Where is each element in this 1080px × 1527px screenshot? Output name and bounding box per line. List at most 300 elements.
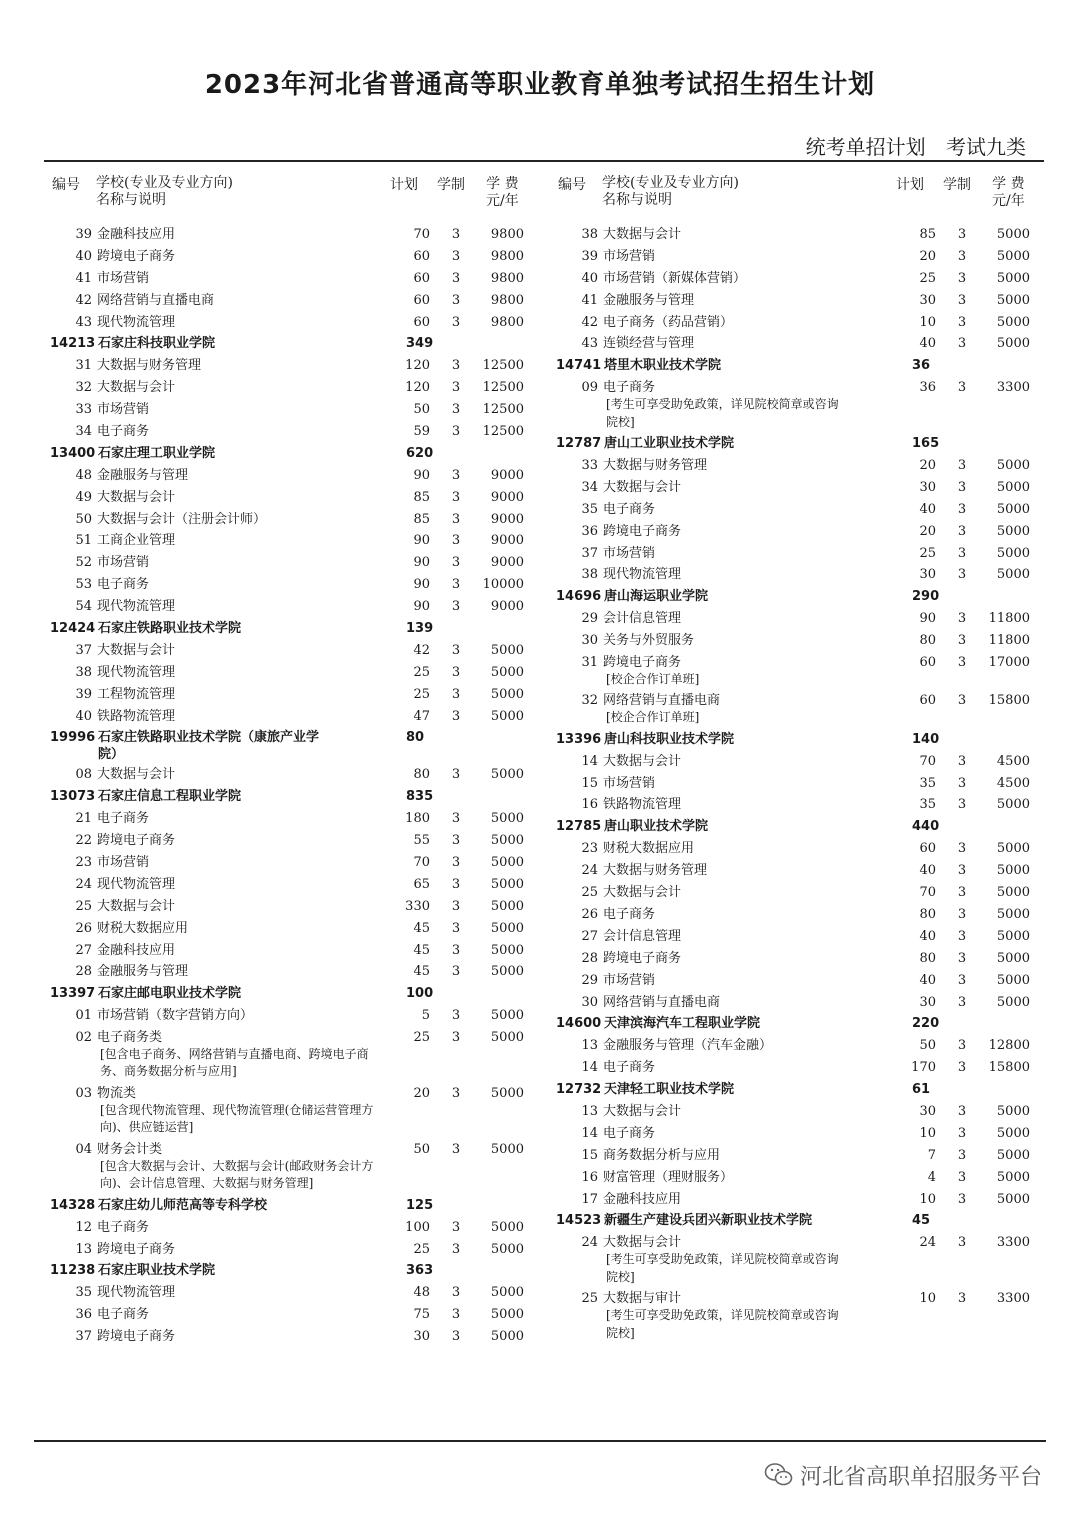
code-cell: 32 [75,380,92,396]
years-cell: 3 [957,655,967,671]
code-cell: 35 [581,501,598,517]
major-row [552,268,1052,290]
header-code: 编号 [558,177,586,193]
code-cell: 27 [75,942,92,958]
plan-cell: 40 [919,972,936,988]
name-cell: 石家庄理工职业学院 [98,445,216,461]
major-row [552,312,1052,334]
code-cell: 02 [75,1030,92,1046]
code-cell: 21 [75,811,92,827]
major-row [552,926,1052,948]
years-cell: 3 [957,753,967,769]
name-cell: 大数据与财务管理 [603,863,708,879]
plan-cell: 35 [919,775,936,791]
fee-cell: 5000 [490,1329,524,1345]
fee-cell: 5000 [996,1191,1030,1207]
plan-cell: 75 [413,1307,430,1323]
code-cell: 13073 [50,789,96,805]
years-cell: 3 [451,1085,461,1101]
fee-cell: 5000 [490,1030,524,1046]
major-row [46,896,546,918]
name-cell: 石家庄幼儿师范高等专科学校 [98,1197,268,1213]
years-cell: 3 [451,811,461,827]
code-cell: 12 [75,1219,92,1235]
code-cell: 22 [75,833,92,849]
code-cell: 51 [75,533,92,549]
name-cell: 电子商务类 [97,1030,163,1046]
name-cell: 唐山海运职业学院 [604,589,709,605]
code-cell: 04 [75,1141,92,1157]
fee-cell: 11800 [988,633,1030,649]
major-row [46,1005,546,1027]
years-cell: 3 [957,1125,967,1141]
plan-cell: 59 [413,424,430,440]
major-row [552,1145,1052,1167]
code-cell: 27 [581,928,598,944]
major-row [552,1035,1052,1057]
header-fee: 学 费 元/年 [992,176,1025,209]
name-cell: 大数据与审计 [603,1291,682,1307]
plan-cell: 50 [413,402,430,418]
plan-cell: 25 [413,1030,430,1046]
footer-logo [764,1460,1042,1494]
years-cell: 3 [957,458,967,474]
plan-cell: 220 [912,1016,940,1032]
name-cell: 跨境电子商务 [603,655,682,671]
major-row [552,608,1052,630]
major-row [552,1123,1052,1145]
code-cell: 24 [581,1235,598,1251]
years-cell: 3 [451,1329,461,1345]
school-row [552,1079,1052,1101]
school-row [46,333,546,355]
note-text: [考生可享受助免政策，详见院校简章或咨询院校] [606,1252,839,1284]
major-row [46,465,546,487]
name-cell: 物流类 [97,1085,137,1101]
code-cell: 49 [75,489,92,505]
plan-cell: 90 [413,599,430,615]
name-cell: 大数据与会计 [603,1235,682,1251]
fee-cell: 9800 [490,292,524,308]
name-cell: 市场营销 [603,972,656,988]
plan-cell: 30 [413,1329,430,1345]
years-cell: 3 [957,885,967,901]
plan-cell: 90 [413,467,430,483]
years-cell: 3 [451,248,461,264]
name-cell: 金融科技应用 [603,1191,682,1207]
plan-cell: 140 [912,731,940,747]
years-cell: 3 [451,642,461,658]
years-cell: 3 [957,479,967,495]
years-cell: 3 [957,797,967,813]
fee-cell: 5000 [996,906,1030,922]
plan-cell: 60 [919,693,936,709]
plan-cell: 70 [919,885,936,901]
code-cell: 43 [581,336,598,352]
years-cell: 3 [451,533,461,549]
plan-cell: 61 [912,1082,931,1098]
years-cell: 3 [957,841,967,857]
code-cell: 41 [581,292,598,308]
plan-cell: 5 [421,1008,430,1024]
code-cell: 43 [75,314,92,330]
plan-cell: 60 [413,314,430,330]
name-cell: 市场营销 [97,270,150,286]
name-cell: 大数据与财务管理 [603,458,708,474]
major-row [46,961,546,983]
name-cell: 电子商务 [603,501,656,517]
major-row [46,377,546,399]
name-cell: 电子商务（药品营销） [603,314,734,330]
name-cell: 石家庄信息工程职业学院 [98,789,242,805]
major-row [46,509,546,531]
years-cell: 3 [451,292,461,308]
name-cell: 新疆生产建设兵团兴新职业技术学院 [604,1213,813,1229]
major-row [46,706,546,728]
code-cell: 13 [581,1038,598,1054]
major-row [552,948,1052,970]
plan-cell: 55 [413,833,430,849]
plan-cell: 60 [413,292,430,308]
years-cell: 3 [451,833,461,849]
name-cell: 石家庄科技职业学院 [98,336,216,352]
name-cell: 市场营销 [603,775,656,791]
plan-cell: 50 [919,1038,936,1054]
page-subtitle: 统考单招计划 考试九类 [805,135,1026,159]
table-rows-left [46,224,546,1348]
plan-cell: 80 [406,730,425,746]
major-row [46,355,546,377]
major-row [552,630,1052,652]
fee-cell: 5000 [490,664,524,680]
code-cell: 25 [581,885,598,901]
fee-cell: 11800 [988,611,1030,627]
fee-cell: 5000 [490,898,524,914]
plan-cell: 60 [919,841,936,857]
plan-cell: 4 [927,1169,936,1185]
name-cell: 现代物流管理 [97,876,176,892]
years-cell: 3 [957,1291,967,1307]
years-cell: 3 [957,567,967,583]
major-row [46,1217,546,1239]
plan-cell: 65 [413,876,430,892]
fee-cell: 5000 [996,841,1030,857]
plan-cell: 25 [919,270,936,286]
header-name: 学校(专业及专业方向) 名称与说明 [96,175,233,208]
plan-cell: 180 [405,811,430,827]
header-years: 学制 [437,177,465,193]
code-cell: 14213 [50,336,96,352]
plan-cell: 30 [919,479,936,495]
fee-cell: 5000 [996,950,1030,966]
code-cell: 36 [581,523,598,539]
name-cell: 电子商务 [97,811,150,827]
note-text: [考生可享受助免政策，详见院校简章或咨询院校] [606,397,839,429]
major-row [46,918,546,940]
plan-cell: 85 [919,227,936,242]
name-cell: 金融科技应用 [97,942,176,958]
name-cell: 石家庄邮电职业技术学院 [98,986,242,1002]
right-column [552,172,1052,1344]
note-text: [校企合作订单班] [606,671,700,686]
years-cell: 3 [957,994,967,1010]
name-cell: 市场营销 [603,248,656,264]
name-cell: 连锁经营与管理 [603,336,695,352]
plan-cell: 85 [413,489,430,505]
major-row [46,596,546,618]
fee-cell: 9000 [490,533,524,549]
fee-cell: 5000 [996,1103,1030,1119]
school-row-continued [46,749,546,764]
years-cell: 3 [957,611,967,627]
code-cell: 08 [75,767,92,783]
name-cell: 唐山工业职业技术学院 [604,436,735,452]
years-cell: 3 [957,972,967,988]
school-row [552,586,1052,608]
plan-cell: 40 [919,336,936,352]
years-cell: 3 [957,928,967,944]
fee-cell: 5000 [490,686,524,702]
code-cell: 14 [581,1125,598,1141]
code-cell: 03 [75,1085,92,1101]
major-row [552,970,1052,992]
major-row [46,246,546,268]
major-row [552,860,1052,882]
code-cell: 25 [75,898,92,914]
years-cell: 3 [451,854,461,870]
major-row [552,455,1052,477]
school-row [46,443,546,465]
years-cell: 3 [451,942,461,958]
fee-cell: 5000 [996,1125,1030,1141]
years-cell: 3 [451,511,461,527]
code-cell: 53 [75,577,92,593]
name-cell: 金融服务与管理 [97,964,189,980]
fee-cell: 5000 [996,863,1030,879]
header-years: 学制 [943,177,971,193]
years-cell: 3 [451,964,461,980]
fee-cell: 3300 [996,1291,1030,1307]
fee-cell: 12500 [482,424,524,440]
years-cell: 3 [957,1103,967,1119]
code-cell: 26 [75,920,92,936]
code-cell: 50 [75,511,92,527]
major-row [552,224,1052,246]
years-cell: 3 [957,906,967,922]
fee-cell: 5000 [996,1147,1030,1163]
major-row [46,764,546,786]
years-cell: 3 [451,708,461,724]
name-cell: 大数据与会计 [97,898,176,914]
name-cell: 金融服务与管理 [603,292,695,308]
years-cell: 3 [957,227,967,242]
name-cell: 大数据与会计 [603,479,682,495]
fee-cell: 9000 [490,467,524,483]
school-row [552,355,1052,377]
fee-cell: 17000 [988,655,1030,671]
code-cell: 13397 [50,986,96,1002]
code-cell: 32 [581,693,598,709]
code-cell: 28 [75,964,92,980]
code-cell: 12785 [556,819,602,835]
code-cell: 40 [75,248,92,264]
school-row [552,816,1052,838]
school-row [552,433,1052,455]
code-cell: 12424 [50,621,96,637]
code-cell: 14741 [556,358,602,374]
plan-cell: 120 [405,358,430,374]
major-row [552,904,1052,926]
years-cell: 3 [957,1060,967,1076]
wechat-icon [764,1462,794,1494]
fee-cell: 5000 [996,248,1030,264]
fee-cell: 5000 [996,227,1030,242]
name-cell: 唐山科技职业技术学院 [604,731,735,747]
major-row [552,1167,1052,1189]
fee-cell: 9800 [490,314,524,330]
name-cell: 电子商务 [603,380,656,396]
code-cell: 14 [581,753,598,769]
fee-cell: 5000 [490,1241,524,1257]
name-cell: 电子商务 [97,424,150,440]
plan-cell: 80 [919,633,936,649]
fee-cell: 3300 [996,1235,1030,1251]
name-cell: 铁路物流管理 [97,708,176,724]
fee-cell: 5000 [996,523,1030,539]
plan-cell: 45 [413,920,430,936]
name-cell: 电子商务 [603,1125,656,1141]
fee-cell: 4500 [996,753,1030,769]
plan-cell: 120 [405,380,430,396]
school-row [552,1210,1052,1232]
years-cell: 3 [957,501,967,517]
name-cell: 网络营销与直播电商 [603,693,721,709]
code-cell: 42 [75,292,92,308]
fee-cell: 5000 [996,928,1030,944]
years-cell: 3 [451,227,461,242]
major-row [552,246,1052,268]
major-row [552,773,1052,795]
code-cell: 24 [75,876,92,892]
years-cell: 3 [451,314,461,330]
code-cell: 14523 [556,1213,602,1229]
major-row [46,421,546,443]
name-cell: 跨境电子商务 [97,1329,176,1345]
name-cell: 跨境电子商务 [603,523,682,539]
code-cell: 37 [75,1329,92,1345]
plan-cell: 90 [413,533,430,549]
years-cell: 3 [957,545,967,561]
code-cell: 17 [581,1191,598,1207]
code-cell: 28 [581,950,598,966]
name-cell: 现代物流管理 [97,1285,176,1301]
years-cell: 3 [957,270,967,286]
code-cell: 36 [75,1307,92,1323]
plan-cell: 25 [413,1241,430,1257]
note-text: [包含现代物流管理、现代物流管理(仓储运营管理方向)、供应链运营] [100,1102,374,1135]
plan-cell: 349 [406,336,434,352]
plan-cell: 165 [912,436,940,452]
name-cell: 电子商务 [97,1219,150,1235]
name-cell-continued: 院） [98,747,125,763]
fee-cell: 15800 [988,1060,1030,1076]
code-cell: 15 [581,775,598,791]
code-cell: 33 [75,402,92,418]
code-cell: 13396 [556,731,602,747]
plan-cell: 440 [912,819,940,835]
name-cell: 金融服务与管理（汽车金融） [603,1038,773,1054]
name-cell: 市场营销（新媒体营销） [603,270,747,286]
header-code: 编号 [52,177,80,193]
years-cell: 3 [451,270,461,286]
name-cell: 大数据与会计 [603,1103,682,1119]
page-title: 2023年河北省普通高等职业教育单独考试招生招生计划 [204,70,876,100]
fee-cell: 5000 [996,292,1030,308]
plan-cell: 25 [413,686,430,702]
name-cell: 市场营销（数字营销方向） [97,1008,254,1024]
code-cell: 13400 [50,445,96,461]
school-row [552,729,1052,751]
fee-cell: 9000 [490,599,524,615]
code-cell: 40 [581,270,598,286]
plan-cell: 80 [919,950,936,966]
fee-cell: 5000 [996,314,1030,330]
years-cell: 3 [451,467,461,483]
code-cell: 30 [581,994,598,1010]
code-cell: 24 [581,863,598,879]
major-row [552,477,1052,499]
name-cell: 石家庄职业技术学院 [98,1263,216,1279]
major-row [46,487,546,509]
major-row [552,333,1052,355]
plan-cell: 47 [413,708,430,724]
code-cell: 29 [581,972,598,988]
fee-cell: 9000 [490,555,524,571]
years-cell: 3 [451,1307,461,1323]
years-cell: 3 [451,1219,461,1235]
major-row [46,268,546,290]
fee-cell: 5000 [490,642,524,658]
code-cell: 33 [581,458,598,474]
code-cell: 12732 [556,1082,602,1098]
code-cell: 19996 [50,730,96,746]
plan-cell: 50 [413,1141,430,1157]
plan-cell: 330 [405,898,430,914]
name-cell: 关务与外贸服务 [603,633,695,649]
years-cell: 3 [957,863,967,879]
major-row [552,838,1052,860]
name-cell: 电子商务 [603,1060,656,1076]
major-row [46,874,546,896]
code-cell: 14600 [556,1016,602,1032]
name-cell: 唐山职业技术学院 [604,819,709,835]
major-row [552,290,1052,312]
name-cell: 大数据与会计 [97,767,176,783]
code-cell: 01 [75,1008,92,1024]
code-cell: 23 [581,841,598,857]
fee-cell: 5000 [996,972,1030,988]
plan-cell: 25 [919,545,936,561]
name-cell: 跨境电子商务 [97,833,176,849]
plan-cell: 30 [919,292,936,308]
major-row [552,564,1052,586]
fee-cell: 5000 [490,1085,524,1101]
code-cell: 31 [75,358,92,374]
name-cell: 电子商务 [603,906,656,922]
name-cell: 大数据与会计 [603,227,682,242]
fee-cell: 5000 [490,1307,524,1323]
column-header [46,172,546,224]
